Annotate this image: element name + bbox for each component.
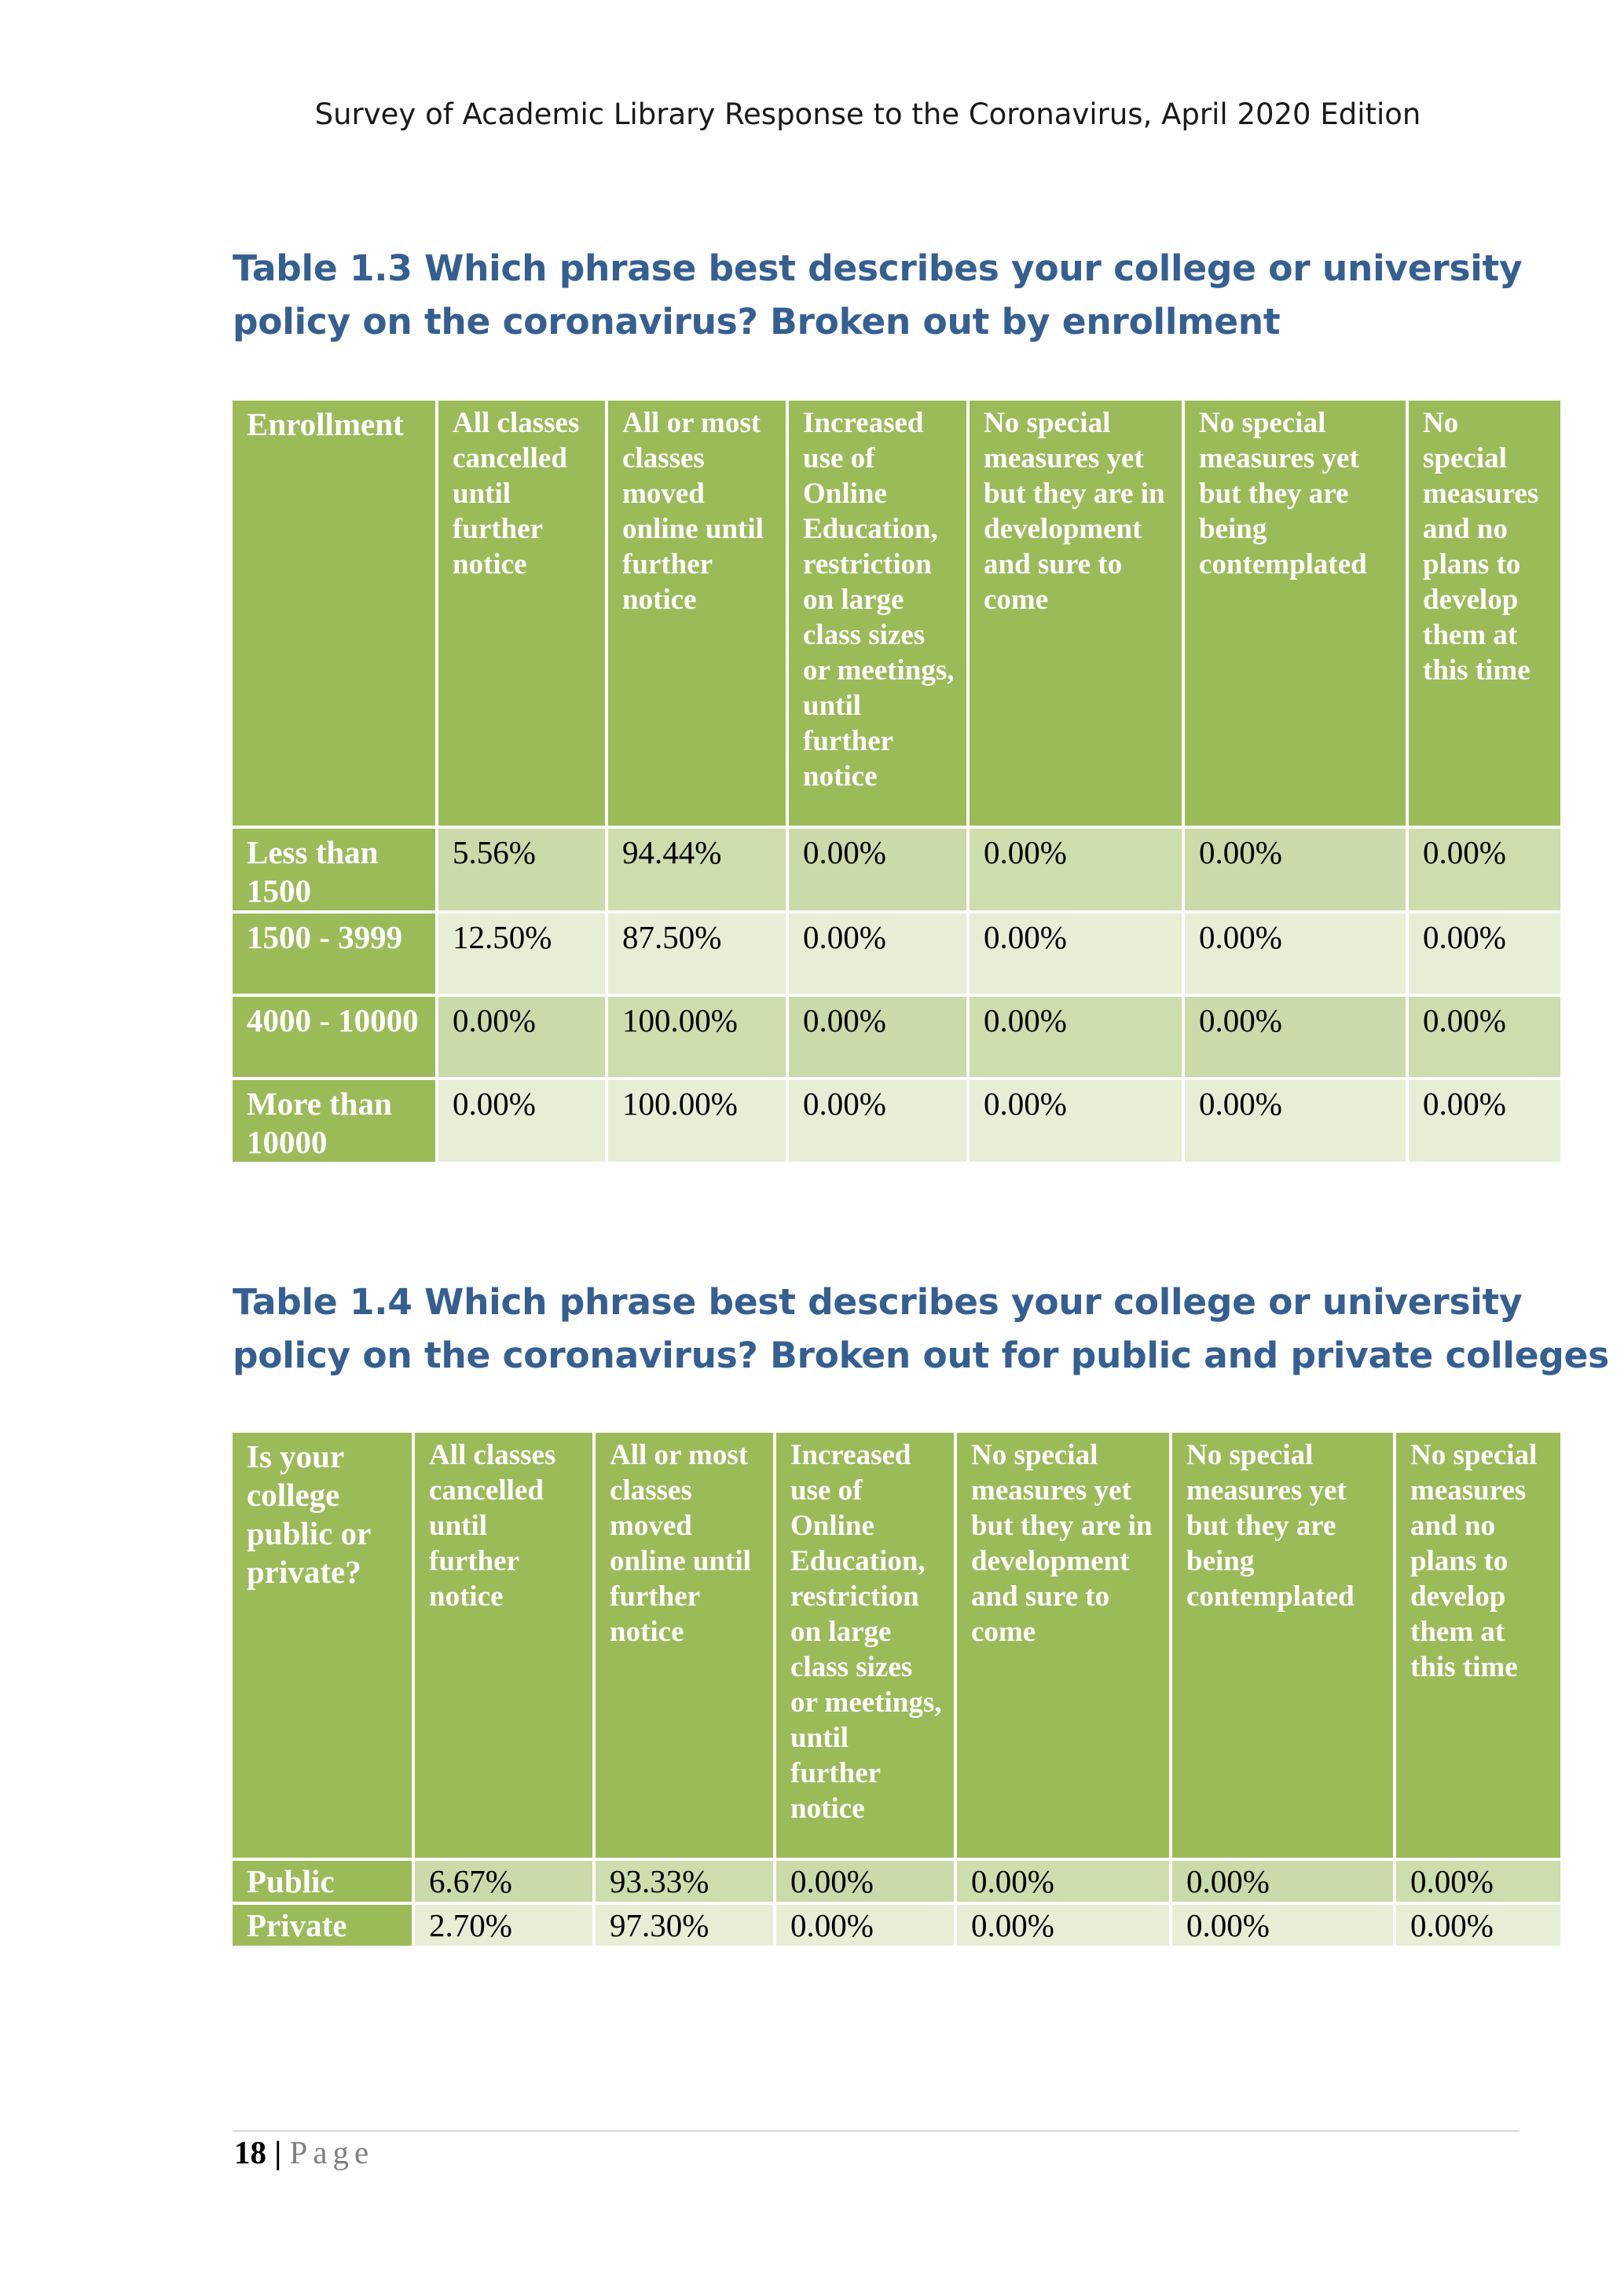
table-1-4-section [233, 1276, 1609, 1949]
table-cell: 0.00% [1396, 1905, 1560, 1946]
table-1-4-caption-line1: Table 1.4 Which phrase best describes your college or university [233, 1281, 1523, 1323]
table-1-3 [229, 397, 1564, 1165]
column-header-in-development: No special measures yet but they are in development and sure to come [957, 1433, 1169, 1858]
table-cell: 0.00% [1409, 914, 1560, 994]
row-label: 1500 - 3999 [233, 914, 435, 994]
column-header-moved-online: All or most classes moved online until further notice [596, 1433, 773, 1858]
column-header-contemplated: No special measures yet but they are being contemplated [1172, 1433, 1393, 1858]
table-1-3-header-row [233, 401, 1560, 826]
table-cell: 94.44% [608, 829, 786, 910]
table-cell: 2.70% [415, 1905, 592, 1946]
table-1-4 [229, 1430, 1564, 1949]
table-cell: 0.00% [1185, 997, 1406, 1077]
table-cell: 0.00% [1185, 914, 1406, 994]
column-header-increased-online: Increased use of Online Education, restriction on large class sizes or meetings, until further notice [789, 401, 966, 826]
table-row [233, 1080, 1560, 1162]
column-header-contemplated: No special measures yet but they are being contemplated [1185, 401, 1406, 826]
table-row [233, 1861, 1560, 1902]
column-header-all-cancelled: All classes cancelled until further notice [438, 401, 605, 826]
table-cell: 97.30% [596, 1905, 773, 1946]
column-header-public-private: Is your college public or private? [233, 1433, 412, 1858]
table-row [233, 829, 1560, 910]
table-cell: 0.00% [438, 1080, 605, 1162]
table-cell: 0.00% [1172, 1861, 1393, 1902]
table-cell: 100.00% [608, 1080, 786, 1162]
column-header-no-plans: No special measures and no plans to develop them at this time [1409, 401, 1560, 826]
table-cell: 0.00% [1396, 1861, 1560, 1902]
table-cell: 0.00% [789, 914, 966, 994]
table-1-4-caption-line2: policy on the coronavirus? Broken out for public and private colleges [233, 1335, 1609, 1376]
row-label: 4000 - 10000 [233, 997, 435, 1077]
table-1-3-caption-line1: Table 1.3 Which phrase best describes your college or university [233, 247, 1523, 289]
column-header-moved-online: All or most classes moved online until further notice [608, 401, 786, 826]
table-1-3-caption-line2: policy on the coronavirus? Broken out by enrollment [233, 301, 1281, 342]
table-cell: 0.00% [970, 997, 1182, 1077]
page-label: Page [289, 2134, 375, 2170]
column-header-no-plans: No special measures and no plans to develop them at this time [1396, 1433, 1560, 1858]
table-cell: 6.67% [415, 1861, 592, 1902]
footer-separator: | [274, 2134, 282, 2170]
table-cell: 0.00% [776, 1861, 954, 1902]
table-cell: 0.00% [1185, 1080, 1406, 1162]
table-cell: 0.00% [970, 829, 1182, 910]
table-cell: 0.00% [957, 1905, 1169, 1946]
table-cell: 12.50% [438, 914, 605, 994]
table-cell: 0.00% [1409, 829, 1560, 910]
table-1-3-section [233, 242, 1539, 1165]
table-cell: 0.00% [789, 997, 966, 1077]
table-cell: 0.00% [789, 1080, 966, 1162]
table-cell: 0.00% [1172, 1905, 1393, 1946]
column-header-in-development: No special measures yet but they are in development and sure to come [970, 401, 1182, 826]
row-label: Private [233, 1905, 412, 1946]
table-cell: 0.00% [776, 1905, 954, 1946]
table-cell: 0.00% [438, 997, 605, 1077]
column-header-enrollment: Enrollment [233, 401, 435, 826]
row-label: Less than 1500 [233, 829, 435, 910]
table-row [233, 1905, 1560, 1946]
table-cell: 93.33% [596, 1861, 773, 1902]
column-header-all-cancelled: All classes cancelled until further notice [415, 1433, 592, 1858]
table-cell: 0.00% [1409, 997, 1560, 1077]
table-cell: 0.00% [957, 1861, 1169, 1902]
table-1-4-caption [233, 1276, 1609, 1382]
table-cell: 0.00% [1409, 1080, 1560, 1162]
page-number: 18 [234, 2134, 266, 2170]
row-label: More than 10000 [233, 1080, 435, 1162]
table-cell: 0.00% [970, 1080, 1182, 1162]
running-header: Survey of Academic Library Response to the Coronavirus, April 2020 Edition [314, 97, 1421, 131]
table-cell: 0.00% [970, 914, 1182, 994]
row-label: Public [233, 1861, 412, 1902]
table-cell: 5.56% [438, 829, 605, 910]
table-1-3-caption [233, 242, 1532, 349]
table-cell: 0.00% [789, 829, 966, 910]
footer-divider [233, 2130, 1520, 2132]
table-cell: 87.50% [608, 914, 786, 994]
table-row [233, 914, 1560, 994]
table-cell: 0.00% [1185, 829, 1406, 910]
table-1-4-header-row [233, 1433, 1560, 1858]
column-header-increased-online: Increased use of Online Education, restriction on large class sizes or meetings, until further notice [776, 1433, 954, 1858]
table-row [233, 997, 1560, 1077]
table-cell: 100.00% [608, 997, 786, 1077]
page-footer [234, 2133, 374, 2171]
